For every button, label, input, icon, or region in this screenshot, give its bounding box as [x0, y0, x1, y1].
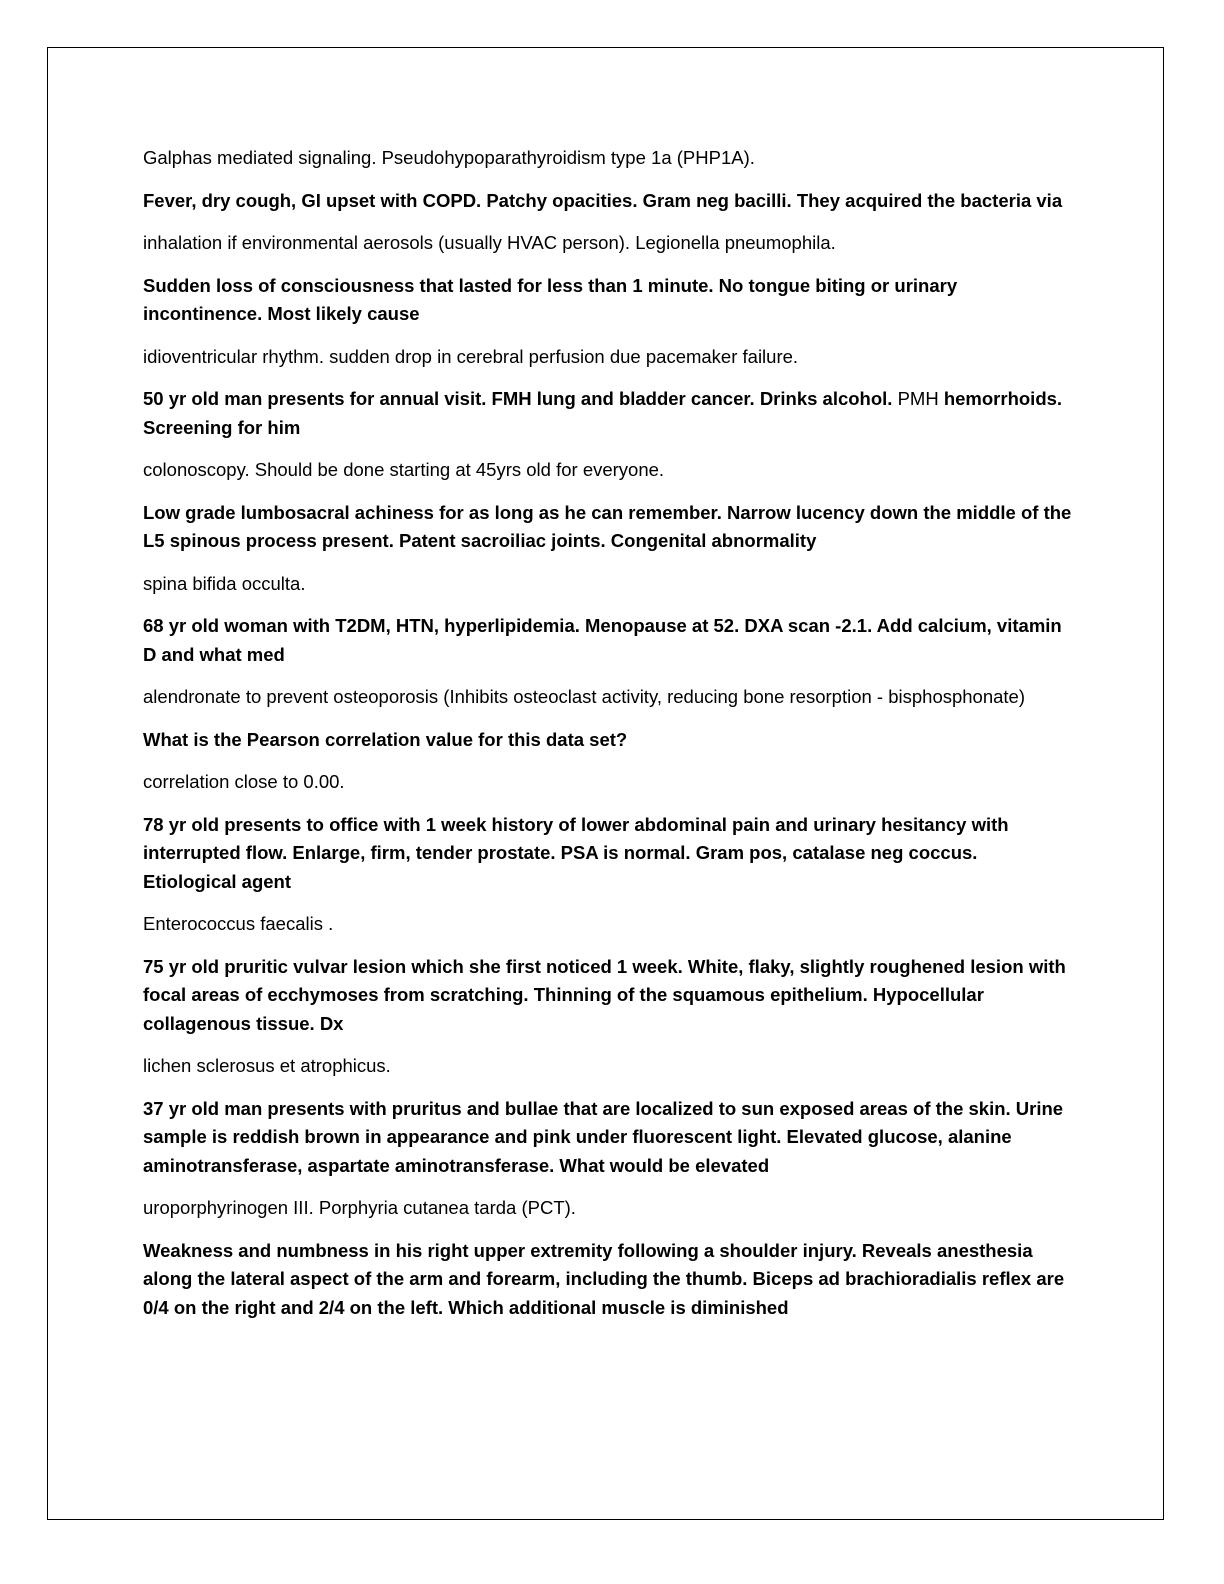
answer-porphyria: uroporphyrinogen III. Porphyria cutanea tarda (PCT). — [143, 1197, 576, 1218]
question-vulvar-lesion: 75 yr old pruritic vulvar lesion which she first noticed 1 week. White, flaky, slightly roughened lesion with focal areas of ecchymoses from scratching. Thinning of the squamous epithelium. Hypocellular collagenous tissue. Dx — [143, 955, 1066, 1034]
question-screening-part-b: hemorrhoids. Screening for him — [143, 388, 1063, 438]
answer-legionella: inhalation if environmental aerosols (usually HVAC person). Legionella pneumophila. — [143, 232, 836, 253]
answer-prostatitis: Enterococcus faecalis . — [143, 913, 334, 934]
question-lumbosacral: Low grade lumbosacral achiness for as long as he can remember. Narrow lucency down the middle of the L5 spinous process present. Patent sacroiliac joints. Congenital abnormality — [143, 501, 1072, 551]
answer-php1a: Galphas mediated signaling. Pseudohypoparathyroidism type 1a (PHP1A). — [143, 147, 755, 168]
question-shoulder-injury: Weakness and numbness in his right upper extremity following a shoulder injury. Reveals anesthesia along the lateral aspect of the arm and forearm, including the thumb. Biceps ad brachioradialis reflex are 0/4 on the right and 2/4 on the left. Which additional muscle is diminished — [143, 1239, 1065, 1318]
answer-osteopenia: alendronate to prevent osteoporosis (Inhibits osteoclast activity, reducing bone resorption - bisphosphonate) — [143, 686, 1026, 707]
document-content — [143, 144, 1073, 1336]
answer-lumbosacral: spina bifida occulta. — [143, 572, 306, 594]
answer-screening: colonoscopy. Should be done starting at 45yrs old for everyone. — [143, 459, 665, 480]
answer-vulvar-lesion: lichen sclerosus et atrophicus. — [143, 1055, 391, 1076]
question-screening — [143, 385, 1073, 442]
question-porphyria: 37 yr old man presents with pruritus and bullae that are localized to sun exposed areas of the skin. Urine sample is reddish brown in appearance and pink under fluorescent light. Elevated glucose, alanine aminotransferase, aspartate aminotransferase. What would be elevated — [143, 1097, 1064, 1176]
question-prostatitis: 78 yr old presents to office with 1 week history of lower abdominal pain and urinary hesitancy with interrupted flow. Enlarge, firm, tender prostate. PSA is normal. Gram pos, catalase neg coccus. Etiological agent — [143, 813, 1009, 892]
question-screening-part-pmh: PMH — [897, 388, 939, 409]
answer-syncope: idioventricular rhythm. sudden drop in cerebral perfusion due pacemaker failure. — [143, 345, 799, 367]
question-pearson: What is the Pearson correlation value for this data set? — [143, 728, 628, 750]
question-legionella: Fever, dry cough, GI upset with COPD. Patchy opacities. Gram neg bacilli. They acquired the bacteria via — [143, 189, 1063, 211]
question-screening-part-a: 50 yr old man presents for annual visit. FMH lung and bladder cancer. Drinks alcohol. — [143, 388, 898, 409]
answer-pearson: correlation close to 0.00. — [143, 771, 345, 792]
question-osteopenia: 68 yr old woman with T2DM, HTN, hyperlipidemia. Menopause at 52. DXA scan -2.1. Add calcium, vitamin D and what med — [143, 615, 1062, 665]
question-syncope: Sudden loss of consciousness that lasted for less than 1 minute. No tongue biting or urinary incontinence. Most likely cause — [143, 274, 958, 324]
